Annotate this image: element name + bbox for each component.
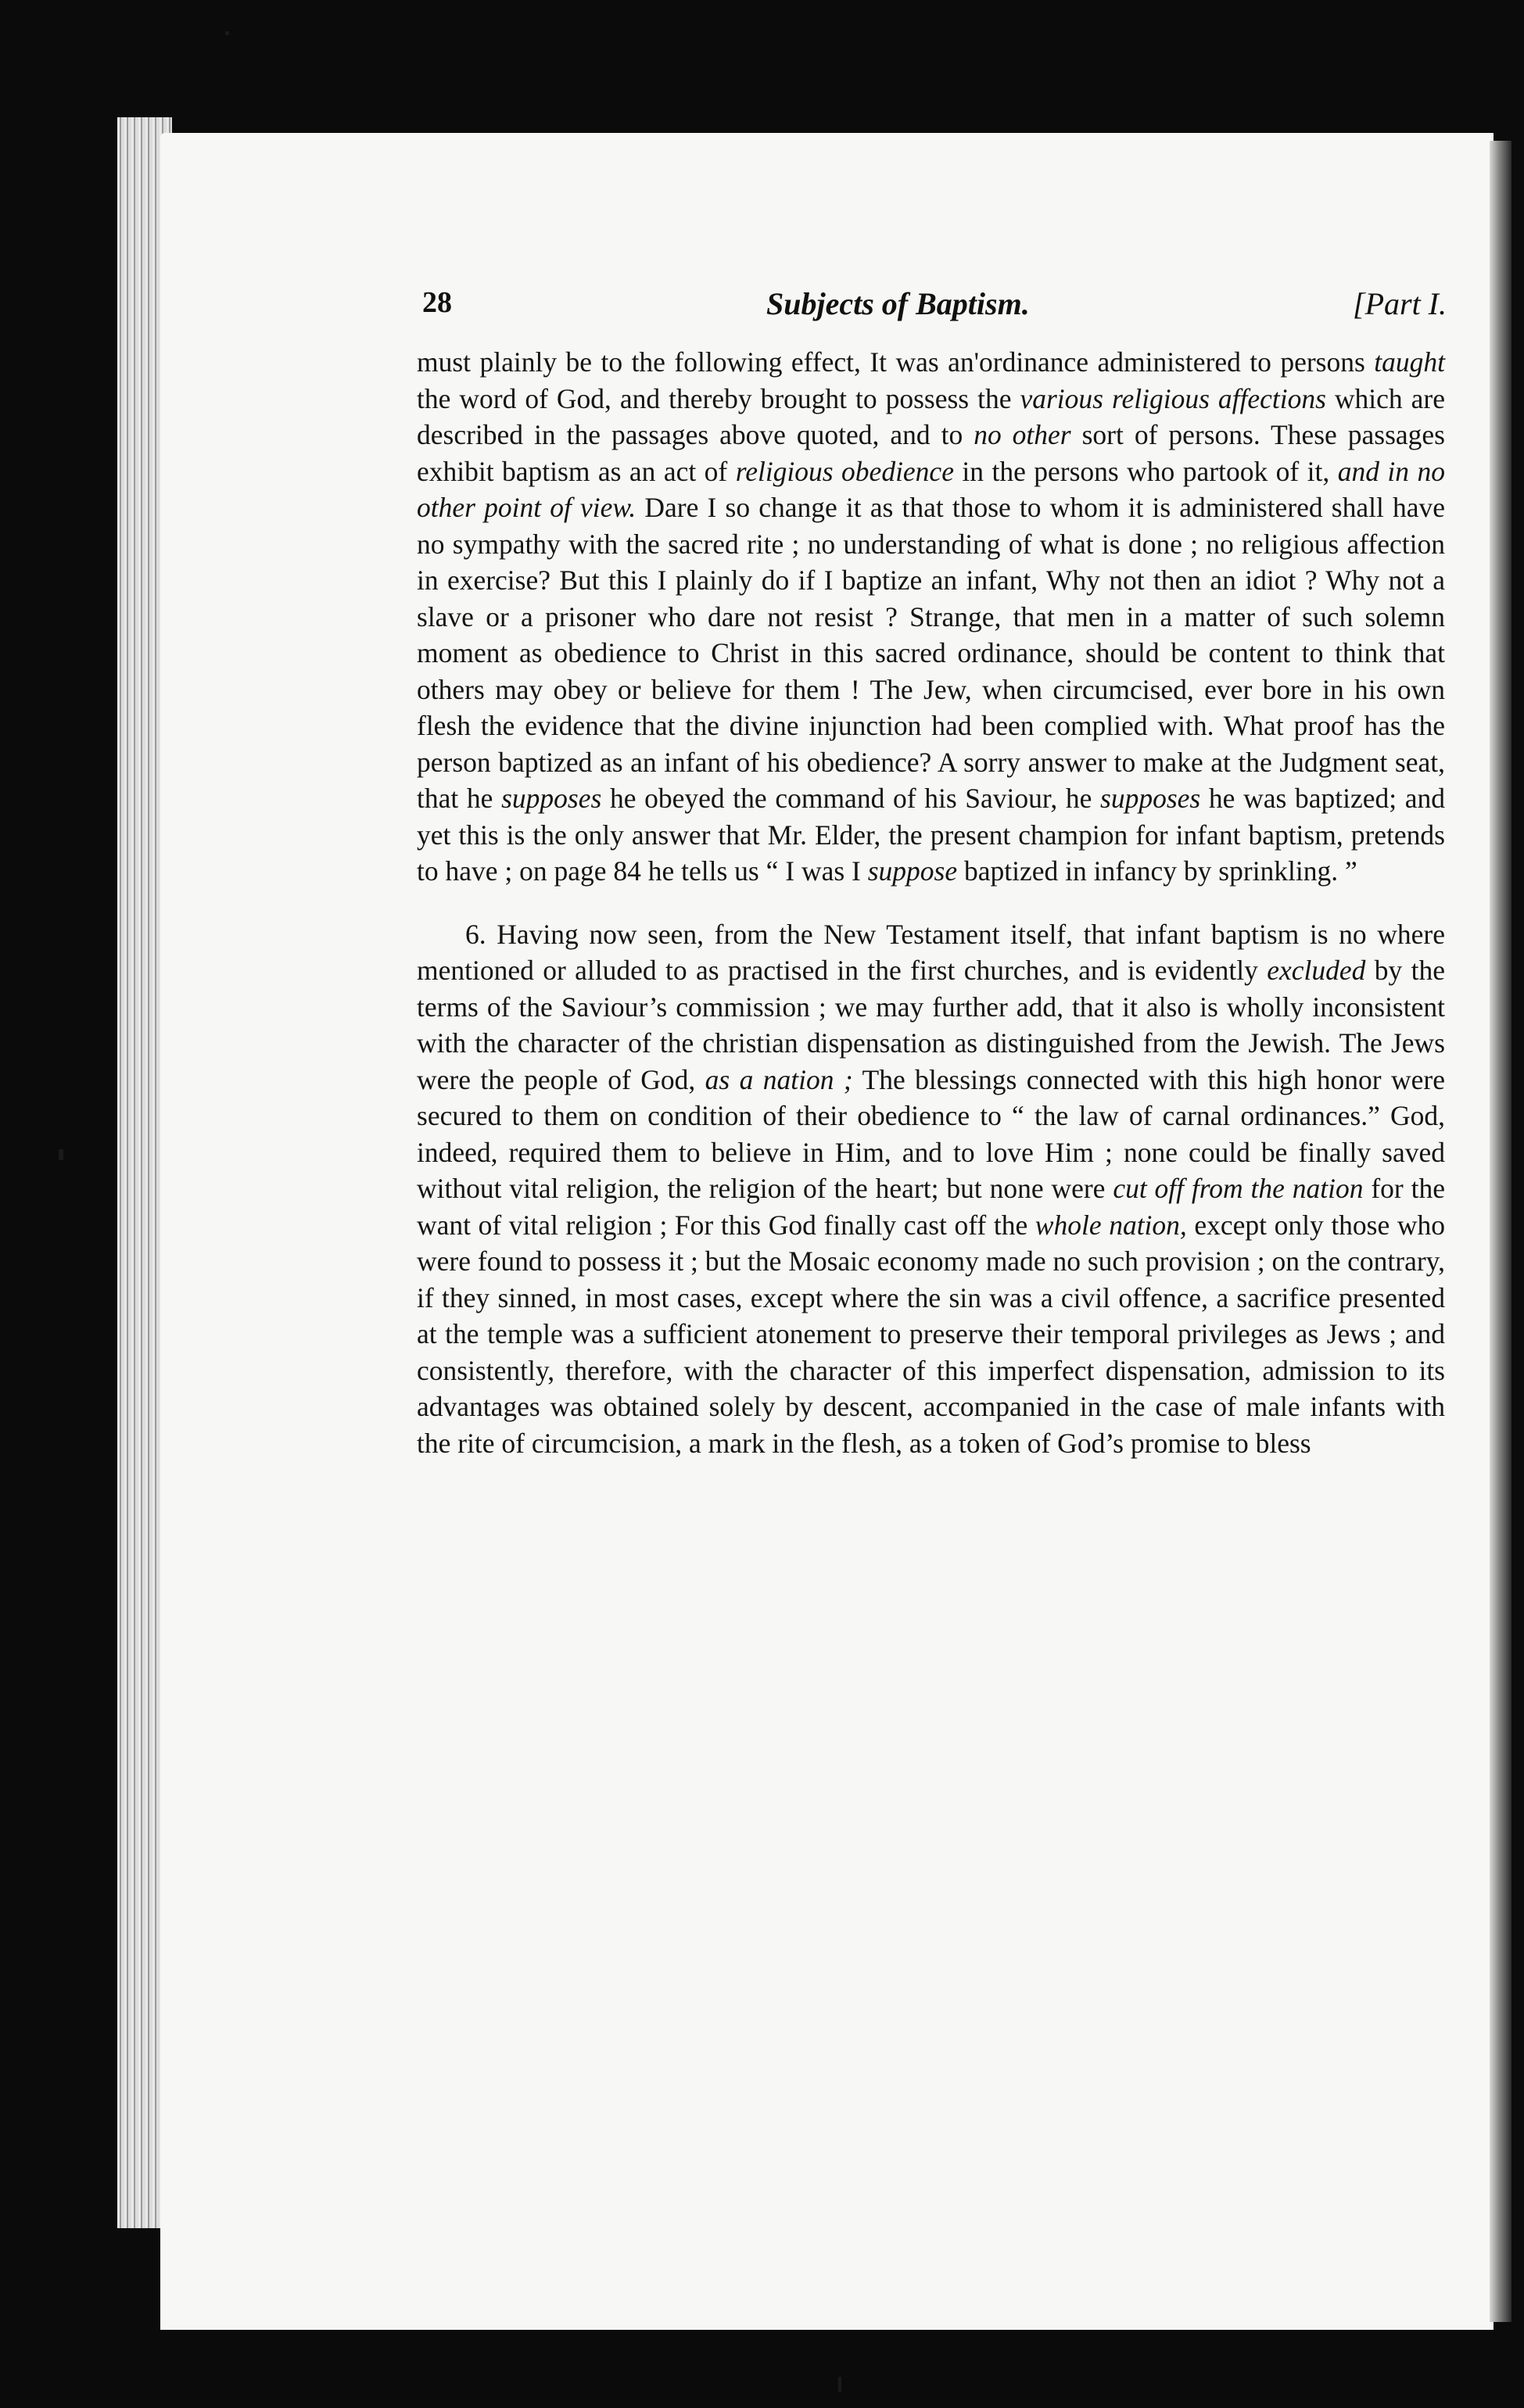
page-right-edge-shadow — [1490, 141, 1511, 2322]
italic-run: suppose — [867, 855, 958, 887]
page-number: 28 — [422, 286, 452, 319]
text-run: baptized in infancy by sprinkling. ” — [957, 855, 1357, 887]
text-run: by the terms of the Saviour’s commission ; we may further add, that it also is wholly inconsistent with the character of the christian dispensation as distinguished from the Jewish. The Jews were the people of God, — [417, 955, 1445, 1095]
italic-run: excluded — [1267, 955, 1366, 986]
text-run: he obeyed the command of his Saviour, he — [601, 783, 1101, 814]
text-run: 6. Having now seen, from the New Testament itself, that infant baptism is no where mentioned or alluded to as practised in the first churches, and is evidently — [417, 918, 1445, 986]
italic-run: no other — [974, 419, 1071, 450]
scan-speck — [225, 31, 229, 35]
text-run: he was baptized; and yet this is the only answer that Mr. Elder, the present champion for infant baptism, pretends to have ; on page 84 he tells us “ I was I — [417, 783, 1445, 887]
italic-run: as a nation ; — [705, 1063, 853, 1095]
italic-run: various religious affections — [1020, 382, 1326, 414]
italic-run: taught — [1374, 346, 1445, 378]
part-label: [Part I. — [1353, 286, 1447, 321]
scan-speck — [59, 1149, 63, 1160]
text-run: The blessings connected with this high honor were secured to them on condition of their obedience to “ the law of carnal ordinances.” God, indeed, required them to believe in Him, and to love Him ; none could be finally saved without vital religion, the religion of the heart; but none were — [417, 1063, 1445, 1204]
paragraph-continuation — [417, 344, 1445, 890]
text-run: sort of persons. These passages exhibit baptism as an act of — [417, 419, 1445, 487]
text-run: for the want of vital religion ; For this God finally cast off the — [417, 1173, 1445, 1241]
paragraph-6 — [417, 916, 1445, 1462]
text-run: the word of God, and thereby brought to possess the — [417, 382, 1020, 414]
text-run: in the persons who partook of it, — [953, 455, 1338, 487]
running-header — [422, 285, 1447, 332]
running-title: Subjects of Baptism. — [766, 286, 1030, 321]
scan-speck — [838, 2377, 841, 2392]
italic-run: supposes — [1100, 783, 1201, 814]
italic-run: and in no other point of view. — [417, 455, 1445, 523]
italic-run: religious obedience — [735, 455, 954, 487]
text-run: Dare I so change it as that those to whom it is administered shall have no sympathy with the sacred rite ; no understanding of what is done ; no religious affection in exercise? But this I plainly do if I baptize an infant, Why not then an idiot ? Why not a slave or a prisoner who dare not resist ? Strange, that men in a matter of such solemn moment as obedience to Christ in this sacred ordinance, should be content to think that others may obey or believe for them ! The Jew, when circumcised, ever bore in his own flesh the evidence that the divine injunction had been complied with. What proof has the person baptized as an infant of his obedience? A sorry answer to make at the Judgment seat, that he — [417, 492, 1445, 814]
text-run: must plainly be to the following effect, It was an'ordinance administered to persons — [417, 346, 1375, 378]
text-run: which are described in the passages above quoted, and to — [417, 382, 1445, 450]
italic-run: supposes — [501, 783, 602, 814]
italic-run: whole nation, — [1035, 1209, 1187, 1241]
body-text — [417, 344, 1445, 1461]
italic-run: cut off from the nation — [1113, 1173, 1364, 1204]
text-run: except only those who were found to possess it ; but the Mosaic economy made no such provision ; on the contrary, if they sinned, in most cases, except where the sin was a civil offence, a sacrifice presented at the temple was a sufficient atonement to preserve their temporal privileges as Jews ; and consistently, therefore, with the character of this imperfect dispensation, admission to its advantages was obtained solely by descent, accompanied in the case of male infants with the rite of circumcision, a mark in the flesh, as a token of God’s promise to bless — [417, 1209, 1445, 1459]
